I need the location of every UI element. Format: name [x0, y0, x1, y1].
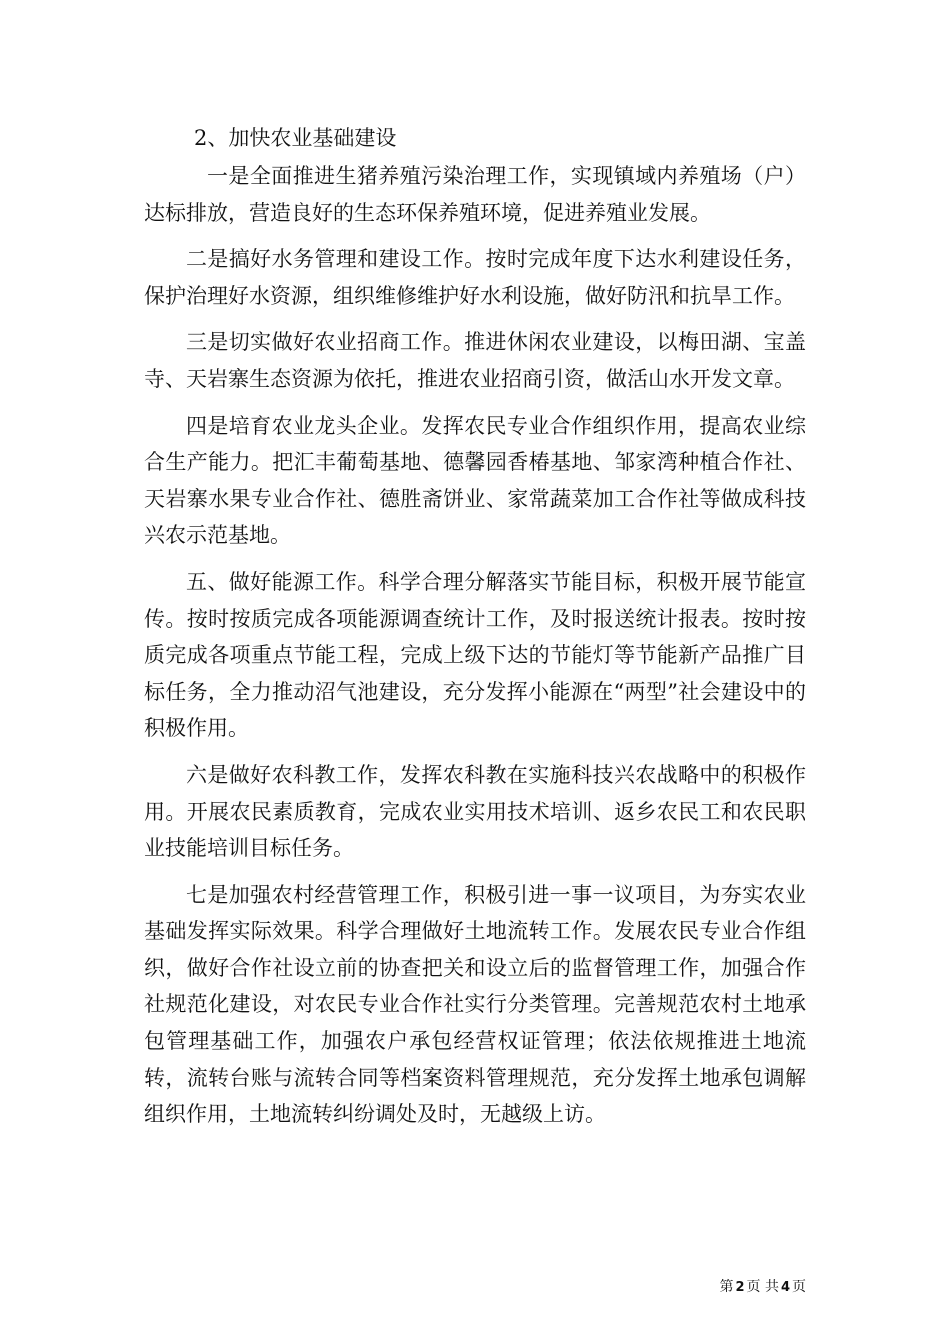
section-heading: 2、加快农业基础建设 — [194, 126, 397, 150]
paragraph-pollution-control: 一是全面推进生猪养殖污染治理工作，实现镇域内养殖场（户）达标排放，营造良好的生态环保养殖环境，促进养殖业发展。 — [144, 164, 806, 225]
paragraph-water-management: 二是搞好水务管理和建设工作。按时完成年度下达水利建设任务，保护治理好水资源，组织维修维护好水利设施，做好防汛和抗旱工作。 — [144, 247, 806, 308]
total-page-number: 4 — [780, 1280, 790, 1295]
paragraph-agri-investment: 三是切实做好农业招商工作。推进休闲农业建设，以梅田湖、宝盖寺、天岩寨生态资源为依托，推进农业招商引资，做活山水开发文章。 — [144, 330, 806, 391]
paragraph-agri-education: 六是做好农科教工作，发挥农科教在实施科技兴农战略中的积极作用。开展农民素质教育，完成农业实用技术培训、返乡农民工和农民职业技能培训目标任务。 — [144, 762, 806, 861]
paragraph-energy-work: 五、做好能源工作。科学合理分解落实节能目标，积极开展节能宣传。按时按质完成各项能源调查统计工作，及时报送统计报表。按时按质完成各项重点节能工程，完成上级下达的节能灯等节能新产品推广目标任务，全力推动沼气池建设，充分发挥小能源在“两型”社会建设中的积极作用。 — [144, 569, 806, 741]
footer-suffix: 页 — [792, 1279, 806, 1295]
footer-middle: 页 共 — [746, 1279, 779, 1295]
current-page-number: 2 — [735, 1280, 745, 1295]
paragraph-rural-management: 七是加强农村经营管理工作，积极引进一事一议项目，为夯实农业基础发挥实际效果。科学合理做好土地流转工作。发展农民专业合作组织，做好合作社设立前的协查把关和设立后的监督管理工作，加强合作社规范化建设，对农民专业合作社实行分类管理。完善规范农村土地承包管理基础工作，加强农户承包经营权证管理；依法依规推进土地流转，流转台账与流转合同等档案资料管理规范，充分发挥土地承包调解组织作用，土地流转纠纷调处及时，无越级上访。 — [144, 882, 806, 1127]
paragraph-leading-enterprises: 四是培育农业龙头企业。发挥农民专业合作组织作用，提高农业综合生产能力。把汇丰葡萄基地、德馨园香椿基地、邹家湾种植合作社、天岩寨水果专业合作社、德胜斋饼业、家常蔬菜加工合作社等做成科技兴农示范基地。 — [144, 413, 806, 548]
footer-prefix: 第 — [719, 1279, 734, 1295]
document-body — [144, 118, 806, 1143]
page-number-footer — [719, 1278, 806, 1297]
